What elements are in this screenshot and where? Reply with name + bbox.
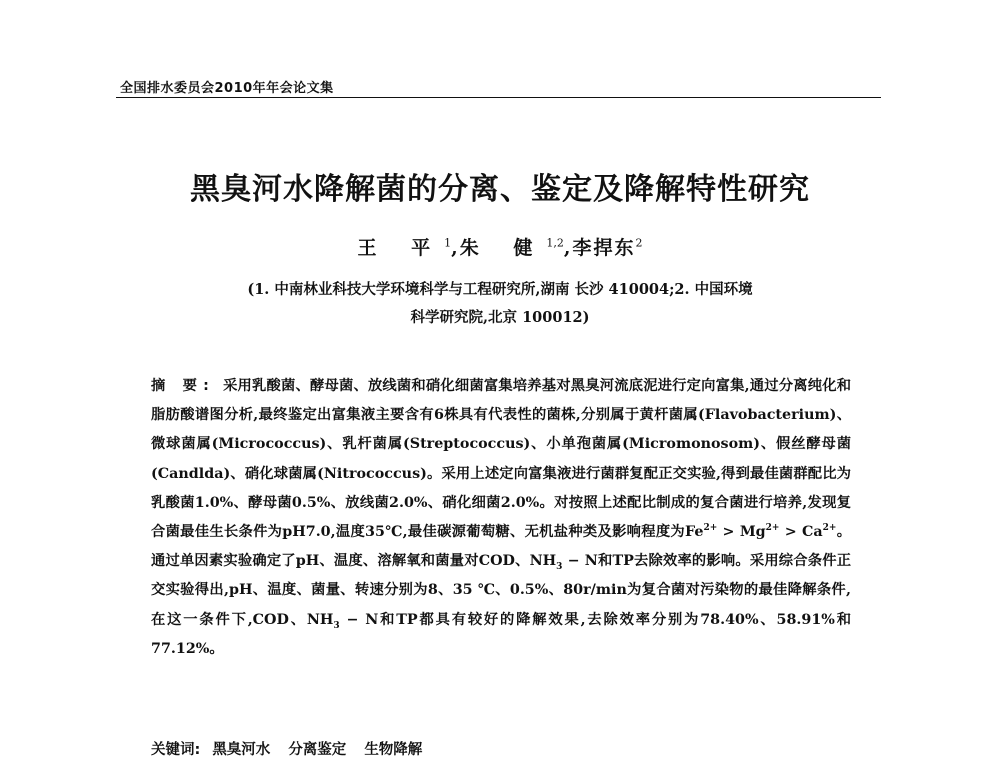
ion-charge: 2+ — [822, 523, 837, 534]
ion-charge: 2+ — [703, 523, 718, 534]
affiliation-line-2: 科学研究院,北京 100012) — [410, 309, 590, 326]
greater-than: > — [779, 524, 802, 541]
author-line: 王 平$^1$,朱 健$^{1,2}$,李捍东$^2$ — [357, 236, 643, 259]
subscript: 3 — [556, 562, 563, 573]
author-affil-mark: 1,2 — [546, 236, 564, 250]
ion-symbol: Fe — [685, 524, 704, 541]
subscript: 3 — [333, 620, 340, 631]
running-head: 全国排水委员会2010年年会论文集 — [120, 81, 334, 96]
abstract-text: 采用乳酸菌、酵母菌、放线菌和硝化细菌富集培养基对黑臭河流底泥进行定向富集,通过分离纯化和脂肪酸谱图分析,最终鉴定出富集液主要含有6株具有代表性的菌株,分别属于黄杆菌属(Flavobacterium)、微球菌属(Micrococcus)、乳杆菌属(Streptococcus)、小单孢菌属(Micromonosom)、假丝酵母菌(Candlda)、硝化球菌属(Nitrococcus)。采用上述定向富集液进行菌群复配正交实验,得到最佳菌群配比为乳酸菌1.0%、酵母菌0.5%、放线菌2.0%、硝化细菌2.0%。对按照上述配比制成的复合菌进行培养,发现复合菌最佳生长条件为pH7.0,温度35℃,最佳碳源葡萄糖、无机盐种类及影响程度为 — [151, 378, 851, 541]
affiliation-line-1: (1. 中南林业科技大学环境科学与工程研究所,湖南 长沙 410004;2. 中国环境 — [247, 281, 753, 298]
ion-symbol: Ca — [801, 524, 823, 541]
abstract-text: − N和TP去除效率的影响。采用综合条件正交实验得出,pH、温度、菌量、转速分别为8、35 ℃、0.5%、80r/min为复合菌对污染物的最佳降解条件,在这一条件下,COD、NH — [151, 553, 852, 628]
abstract-text: 。通过单因素实验确定了pH、温度、溶解氧和菌量对COD、NH — [151, 524, 852, 570]
author-affil-mark: 2 — [635, 236, 643, 250]
greater-than: > — [717, 524, 740, 541]
keywords-label: 关键词: — [151, 742, 201, 758]
keyword: 黑臭河水 — [212, 741, 271, 758]
abstract-label: 摘 要: — [151, 378, 215, 394]
ion-symbol: Mg — [739, 524, 766, 541]
ion-charge: 2+ — [765, 523, 780, 534]
author-name: 朱 健 — [459, 237, 547, 259]
keywords — [151, 738, 440, 759]
author-affil-mark: 1 — [444, 236, 452, 250]
paper-title: 黑臭河水降解菌的分离、鉴定及降解特性研究 — [190, 172, 810, 207]
abstract — [151, 372, 851, 664]
keyword: 分离鉴定 — [288, 741, 347, 758]
header-rule — [116, 97, 881, 98]
keyword: 生物降解 — [364, 741, 423, 758]
abstract-text: − N和TP都具有较好的降解效果,去除效率分别为78.40%、58.91%和77.12%。 — [151, 611, 851, 657]
author-name: 李捍东 — [572, 237, 636, 259]
author-name: 王 平 — [357, 237, 445, 259]
